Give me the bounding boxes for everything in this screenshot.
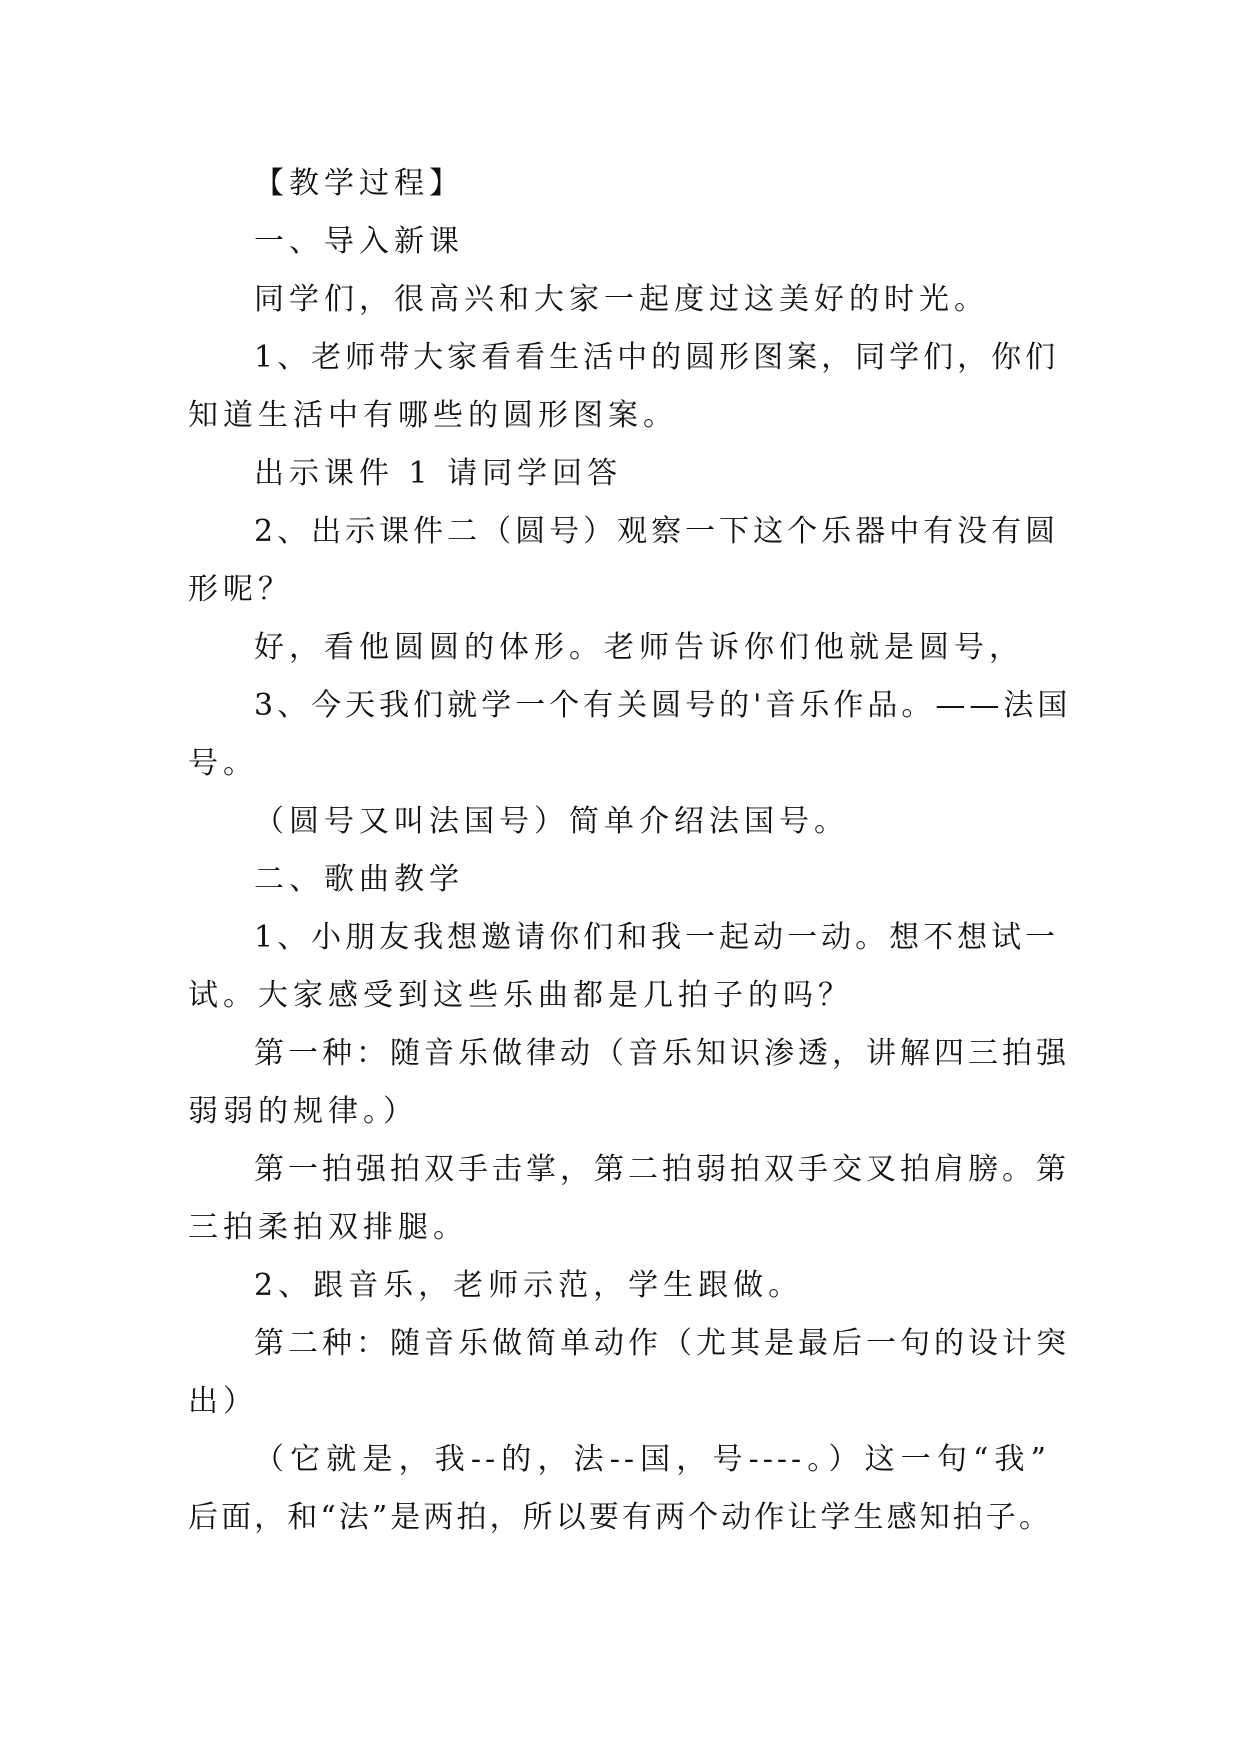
paragraph-line: 知道生活中有哪些的圆形图案。: [188, 398, 678, 433]
paragraph-line: 出示课件 1 请同学回答: [254, 456, 623, 491]
paragraph-line: 三拍柔拍双排腿。: [188, 1210, 468, 1245]
section-heading-song-teaching: 二、歌曲教学: [254, 862, 464, 897]
paragraph-line: 弱弱的规律。）: [188, 1094, 418, 1129]
paragraph-line: 第一拍强拍双手击掌，第二拍弱拍双手交叉拍肩膀。第: [254, 1152, 1070, 1187]
paragraph-line: 同学们，很高兴和大家一起度过这美好的时光。: [254, 282, 989, 317]
paragraph-line: 出）: [188, 1384, 258, 1419]
paragraph-line: 号。: [188, 746, 258, 781]
paragraph-line: 好，看他圆圆的体形。老师告诉你们他就是圆号，: [254, 630, 1024, 665]
paragraph-line: 第二种：随音乐做简单动作（尤其是最后一句的设计突: [254, 1326, 1070, 1361]
paragraph-line: 第一种：随音乐做律动（音乐知识渗透，讲解四三拍强: [254, 1036, 1070, 1071]
paragraph-line: （它就是，我--的，法--国，号----。）这一句“我”: [254, 1442, 1050, 1477]
paragraph-line: 1、小朋友我想邀请你们和我一起动一动。想不想试一: [254, 920, 1060, 955]
section-heading-teaching-process: 【教学过程】: [254, 166, 464, 201]
section-heading-intro: 一、导入新课: [254, 224, 464, 259]
paragraph-line: 3、今天我们就学一个有关圆号的'音乐作品。——法国: [254, 688, 1072, 723]
paragraph-line: 2、跟音乐，老师示范，学生跟做。: [254, 1268, 804, 1303]
paragraph-line: 后面，和“法”是两拍，所以要有两个动作让学生感知拍子。: [188, 1500, 1050, 1535]
paragraph-line: （圆号又叫法国号）简单介绍法国号。: [254, 804, 849, 839]
paragraph-line: 1、老师带大家看看生活中的圆形图案，同学们，你们: [254, 340, 1060, 375]
paragraph-line: 形呢？: [188, 572, 293, 607]
paragraph-line: 2、出示课件二（圆号）观察一下这个乐器中有没有圆: [254, 514, 1060, 549]
paragraph-line: 试。大家感受到这些乐曲都是几拍子的吗？: [188, 978, 853, 1013]
